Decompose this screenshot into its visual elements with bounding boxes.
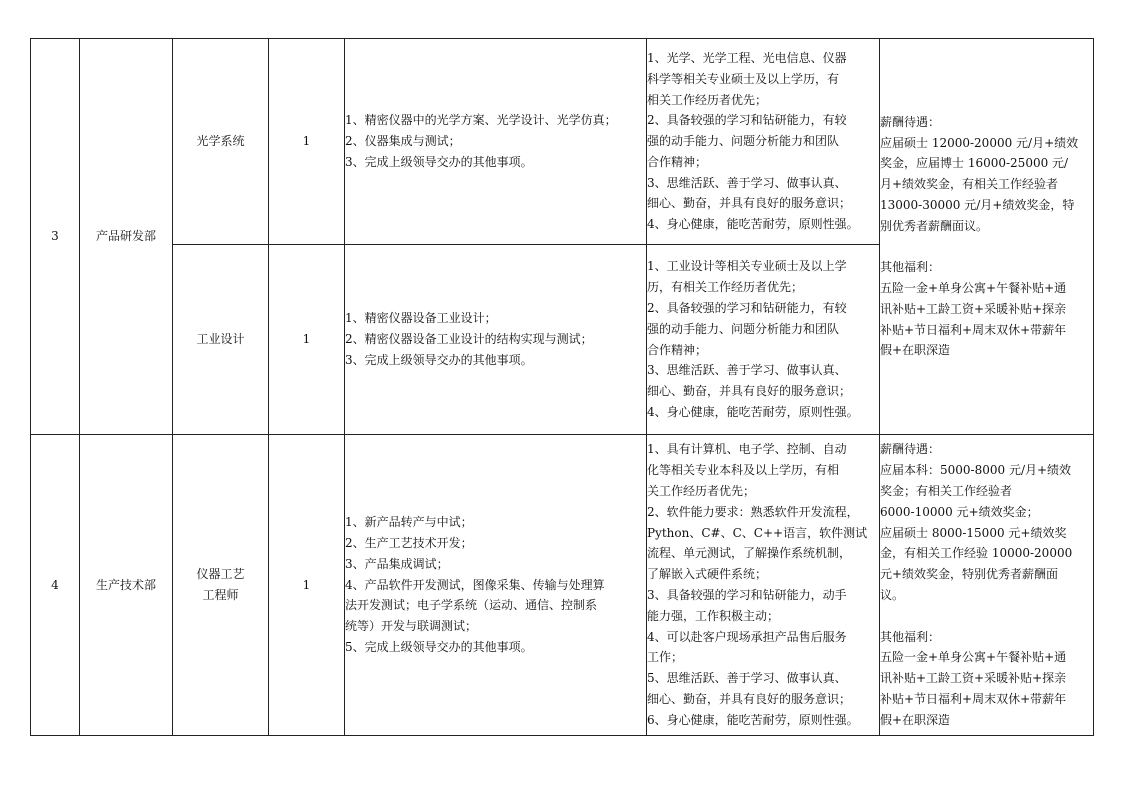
table-row (31, 39, 1094, 245)
duty-line: 3、完成上级领导交办的其他事项。 (345, 154, 533, 169)
position-title (173, 435, 269, 736)
requirement-line: 3、思维活跃、善于学习、做事认真、 (647, 363, 847, 378)
requirements-cell (647, 435, 880, 736)
benefit-line: 元+绩效奖金，特别优秀者薪酬面 (880, 567, 1059, 582)
benefit-line: 五险一金+单身公寓+午餐补贴+通 (880, 650, 1067, 665)
row-index: 4 (31, 435, 80, 736)
duty-line: 1、精密仪器中的光学方案、光学设计、光学仿真； (345, 113, 617, 128)
requirement-line: 细心、勤奋，并具有良好的服务意识； (647, 691, 852, 706)
requirement-line: 2、具备较强的学习和钻研能力，有较 (647, 113, 847, 128)
requirement-line: 1、具有计算机、电子学、控制、自动 (647, 442, 847, 457)
recruitment-table (30, 38, 1094, 736)
benefit-line: 应届硕士 12000-20000 元/月+绩效 (880, 135, 1079, 150)
requirement-line: 2、软件能力要求：熟悉软件开发流程， (647, 504, 859, 519)
requirement-line: 2、具备较强的学习和钻研能力，有较 (647, 300, 847, 315)
benefit-line: 其他福利： (880, 629, 941, 644)
duty-line: 3、产品集成调试； (345, 556, 449, 571)
benefit-line: 补贴+节日福利+周末双休+带薪年 (880, 691, 1067, 706)
benefit-line: 奖金；有相关工作经验者 (880, 484, 1013, 499)
duty-line: 2、仪器集成与测试； (345, 134, 461, 149)
benefit-line: 月+绩效奖金，有相关工作经验者 (880, 177, 1059, 192)
benefit-line: 讯补贴+工龄工资+采暖补贴+探亲 (880, 671, 1067, 686)
benefits-cell (880, 39, 1094, 435)
duty-line: 5、完成上级领导交办的其他事项。 (345, 639, 533, 654)
requirements-cell (647, 245, 880, 435)
benefit-spacer (880, 237, 1093, 258)
benefit-line: 6000-10000 元+绩效奖金； (880, 504, 1039, 519)
requirement-line: 合作精神； (647, 342, 708, 357)
requirement-line: 3、具备较强的学习和钻研能力，动手 (647, 588, 847, 602)
benefits-cell (880, 435, 1094, 736)
requirement-line: 强的动手能力、问题分析能力和团队 (647, 321, 840, 336)
requirement-line: 6、身心健康，能吃苦耐劳，原则性强。 (647, 712, 859, 727)
requirement-line: 细心、勤奋，并具有良好的服务意识； (647, 196, 852, 211)
duty-line: 1、新产品转产与中试； (345, 515, 473, 530)
benefit-line: 其他福利： (880, 260, 941, 275)
position-title: 光学系统 (173, 39, 269, 245)
requirement-line: 4、身心健康，能吃苦耐劳，原则性强。 (647, 217, 859, 232)
requirement-line: 流程、单元测试，了解操作系统机制， (647, 546, 852, 561)
requirement-line: 1、工业设计等相关专业硕士及以上学 (647, 259, 847, 274)
benefit-line: 应届本科：5000-8000 元/月+绩效 (880, 463, 1072, 478)
requirement-line: Python、C#、C、C++语言，软件测试 (647, 525, 868, 540)
benefit-line: 薪酬待遇： (880, 442, 941, 457)
benefit-line: 五险一金+单身公寓+午餐补贴+通 (880, 281, 1067, 296)
requirement-line: 5、思维活跃、善于学习、做事认真、 (647, 671, 847, 686)
table-row (31, 435, 1094, 736)
requirement-line: 1、光学、光学工程、光电信息、仪器 (647, 50, 847, 65)
duty-line: 1、精密仪器设备工业设计； (345, 311, 497, 326)
row-index: 3 (31, 39, 80, 435)
benefit-spacer (880, 606, 1093, 627)
benefit-line: 应届硕士 8000-15000 元+绩效奖 (880, 525, 1067, 540)
headcount: 1 (269, 435, 345, 736)
duty-line: 4、产品软件开发测试，图像采集、传输与处理算 (345, 577, 605, 592)
duties-cell (345, 39, 647, 245)
headcount: 1 (269, 245, 345, 435)
position-title-line: 仪器工艺 (196, 567, 245, 582)
requirement-line: 历，有相关工作经历者优先； (647, 280, 804, 295)
requirement-line: 强的动手能力、问题分析能力和团队 (647, 134, 840, 149)
duties-cell (345, 435, 647, 736)
requirement-line: 了解嵌入式硬件系统； (647, 567, 768, 582)
requirement-line: 合作精神； (647, 154, 708, 169)
duty-line: 法开发测试；电子学系统（运动、通信、控制系 (345, 598, 598, 613)
requirement-line: 能力强，工作积极主动； (647, 608, 780, 623)
requirement-line: 工作； (647, 650, 684, 665)
duty-line: 2、生产工艺技术开发； (345, 536, 473, 550)
benefit-line: 议。 (880, 588, 905, 602)
benefit-line: 补贴+节日福利+周末双休+带薪年 (880, 322, 1067, 337)
duties-cell (345, 245, 647, 435)
duty-line: 2、精密仪器设备工业设计的结构实现与测试； (345, 332, 593, 347)
duty-line: 统等）开发与联调测试； (345, 619, 478, 634)
department-cell: 生产技术部 (80, 435, 173, 736)
benefit-line: 金，有相关工作经验 10000-20000 (880, 546, 1073, 561)
benefit-line: 13000-30000 元/月+绩效奖金，特 (880, 197, 1075, 212)
benefit-line: 奖金，应届博士 16000-25000 元/ (880, 156, 1069, 171)
requirement-line: 关工作经历者优先； (647, 484, 756, 499)
benefit-line: 假+在职深造 (880, 712, 951, 727)
requirements-cell (647, 39, 880, 245)
requirement-line: 相关工作经历者优先； (647, 92, 768, 107)
requirement-line: 科学等相关专业硕士及以上学历，有 (647, 71, 840, 86)
department-cell: 产品研发部 (80, 39, 173, 435)
requirement-line: 4、可以赴客户现场承担产品售后服务 (647, 629, 847, 644)
position-title: 工业设计 (173, 245, 269, 435)
position-title-line: 工程师 (202, 588, 239, 602)
requirement-line: 化等相关专业本科及以上学历，有相 (647, 463, 840, 478)
benefit-line: 假+在职深造 (880, 343, 951, 358)
duty-line: 3、完成上级领导交办的其他事项。 (345, 352, 533, 367)
headcount: 1 (269, 39, 345, 245)
benefit-line: 讯补贴+工龄工资+采暖补贴+探亲 (880, 301, 1067, 316)
requirement-line: 4、身心健康，能吃苦耐劳，原则性强。 (647, 404, 859, 419)
benefit-line: 别优秀者薪酬面议。 (880, 218, 989, 233)
benefit-line: 薪酬待遇： (880, 114, 941, 129)
requirement-line: 3、思维活跃、善于学习、做事认真、 (647, 175, 847, 190)
requirement-line: 细心、勤奋，并具有良好的服务意识； (647, 384, 852, 399)
